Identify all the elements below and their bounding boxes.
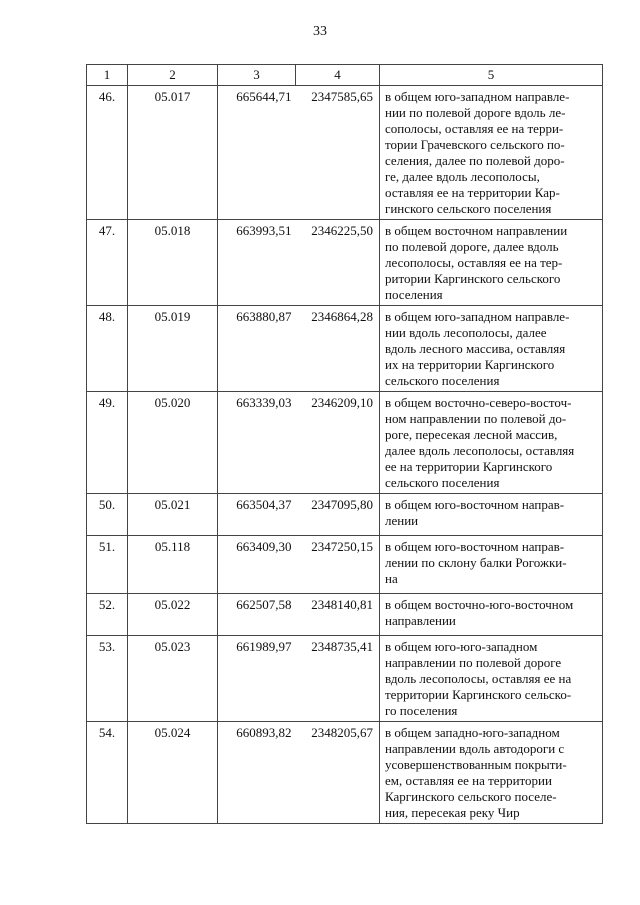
x-coordinate: 663504,37	[218, 494, 296, 536]
point-code: 05.022	[128, 594, 218, 636]
route-description: в общем юго-восточном направ- лении по склону балки Рогожки- на	[380, 536, 603, 594]
table-header	[87, 65, 603, 86]
table-row	[87, 86, 603, 220]
row-number: 47.	[87, 220, 128, 306]
y-coordinate: 2348205,67	[296, 722, 380, 824]
table-body	[87, 86, 603, 824]
x-coordinate: 663409,30	[218, 536, 296, 594]
route-description: в общем восточном направлении по полевой дороге, далее вдоль лесополосы, оставляя ее на тер- ритории Каргинского сельского поселения	[380, 220, 603, 306]
point-code: 05.020	[128, 392, 218, 494]
y-coordinate: 2346225,50	[296, 220, 380, 306]
point-code: 05.019	[128, 306, 218, 392]
x-coordinate: 662507,58	[218, 594, 296, 636]
y-coordinate: 2347585,65	[296, 86, 380, 220]
route-description: в общем западно-юго-западном направлении вдоль автодороги с усовершенствованным покрыти- ем, оставляя ее на территории Каргинского сельского поселе- ния, пересекая реку Чир	[380, 722, 603, 824]
row-number: 51.	[87, 536, 128, 594]
header-col-4: 4	[296, 65, 380, 86]
x-coordinate: 660893,82	[218, 722, 296, 824]
table-row	[87, 392, 603, 494]
route-description: в общем восточно-юго-восточном направлении	[380, 594, 603, 636]
page-number: 33	[313, 24, 327, 39]
route-description: в общем юго-восточном направ- лении	[380, 494, 603, 536]
point-code: 05.118	[128, 536, 218, 594]
point-code: 05.024	[128, 722, 218, 824]
table-row	[87, 594, 603, 636]
x-coordinate: 665644,71	[218, 86, 296, 220]
point-code: 05.018	[128, 220, 218, 306]
x-coordinate: 663993,51	[218, 220, 296, 306]
route-description: в общем юго-западном направле- нии вдоль лесополосы, далее вдоль лесного массива, оставляя их на территории Каргинского сельского поселения	[380, 306, 603, 392]
y-coordinate: 2348140,81	[296, 594, 380, 636]
row-number: 49.	[87, 392, 128, 494]
header-col-2: 2	[128, 65, 218, 86]
header-col-5: 5	[380, 65, 603, 86]
point-code: 05.023	[128, 636, 218, 722]
table-row	[87, 494, 603, 536]
header-col-3: 3	[218, 65, 296, 86]
row-number: 53.	[87, 636, 128, 722]
table-row	[87, 220, 603, 306]
x-coordinate: 663880,87	[218, 306, 296, 392]
point-code: 05.017	[128, 86, 218, 220]
x-coordinate: 661989,97	[218, 636, 296, 722]
y-coordinate: 2346864,28	[296, 306, 380, 392]
row-number: 50.	[87, 494, 128, 536]
row-number: 52.	[87, 594, 128, 636]
table-row	[87, 536, 603, 594]
route-description: в общем юго-западном направле- нии по полевой дороге вдоль ле- сополосы, оставляя ее на терри- тории Грачевского сельского по- селения, далее по полевой доро- ге, далее вдоль лесополосы, оставляя ее на территории Кар- гинского сельского поселения	[380, 86, 603, 220]
table-row	[87, 722, 603, 824]
y-coordinate: 2346209,10	[296, 392, 380, 494]
table-row	[87, 306, 603, 392]
row-number: 54.	[87, 722, 128, 824]
table-row	[87, 636, 603, 722]
row-number: 48.	[87, 306, 128, 392]
y-coordinate: 2347095,80	[296, 494, 380, 536]
y-coordinate: 2348735,41	[296, 636, 380, 722]
row-number: 46.	[87, 86, 128, 220]
boundary-points-table	[86, 64, 603, 824]
x-coordinate: 663339,03	[218, 392, 296, 494]
header-col-1: 1	[87, 65, 128, 86]
point-code: 05.021	[128, 494, 218, 536]
route-description: в общем восточно-северо-восточ- ном направлении по полевой до- роге, пересекая лесной массив, далее вдоль лесополосы, оставляя ее на территории Каргинского сельского поселения	[380, 392, 603, 494]
route-description: в общем юго-юго-западном направлении по полевой дороге вдоль лесополосы, оставляя ее на территории Каргинского сельско- го поселения	[380, 636, 603, 722]
y-coordinate: 2347250,15	[296, 536, 380, 594]
